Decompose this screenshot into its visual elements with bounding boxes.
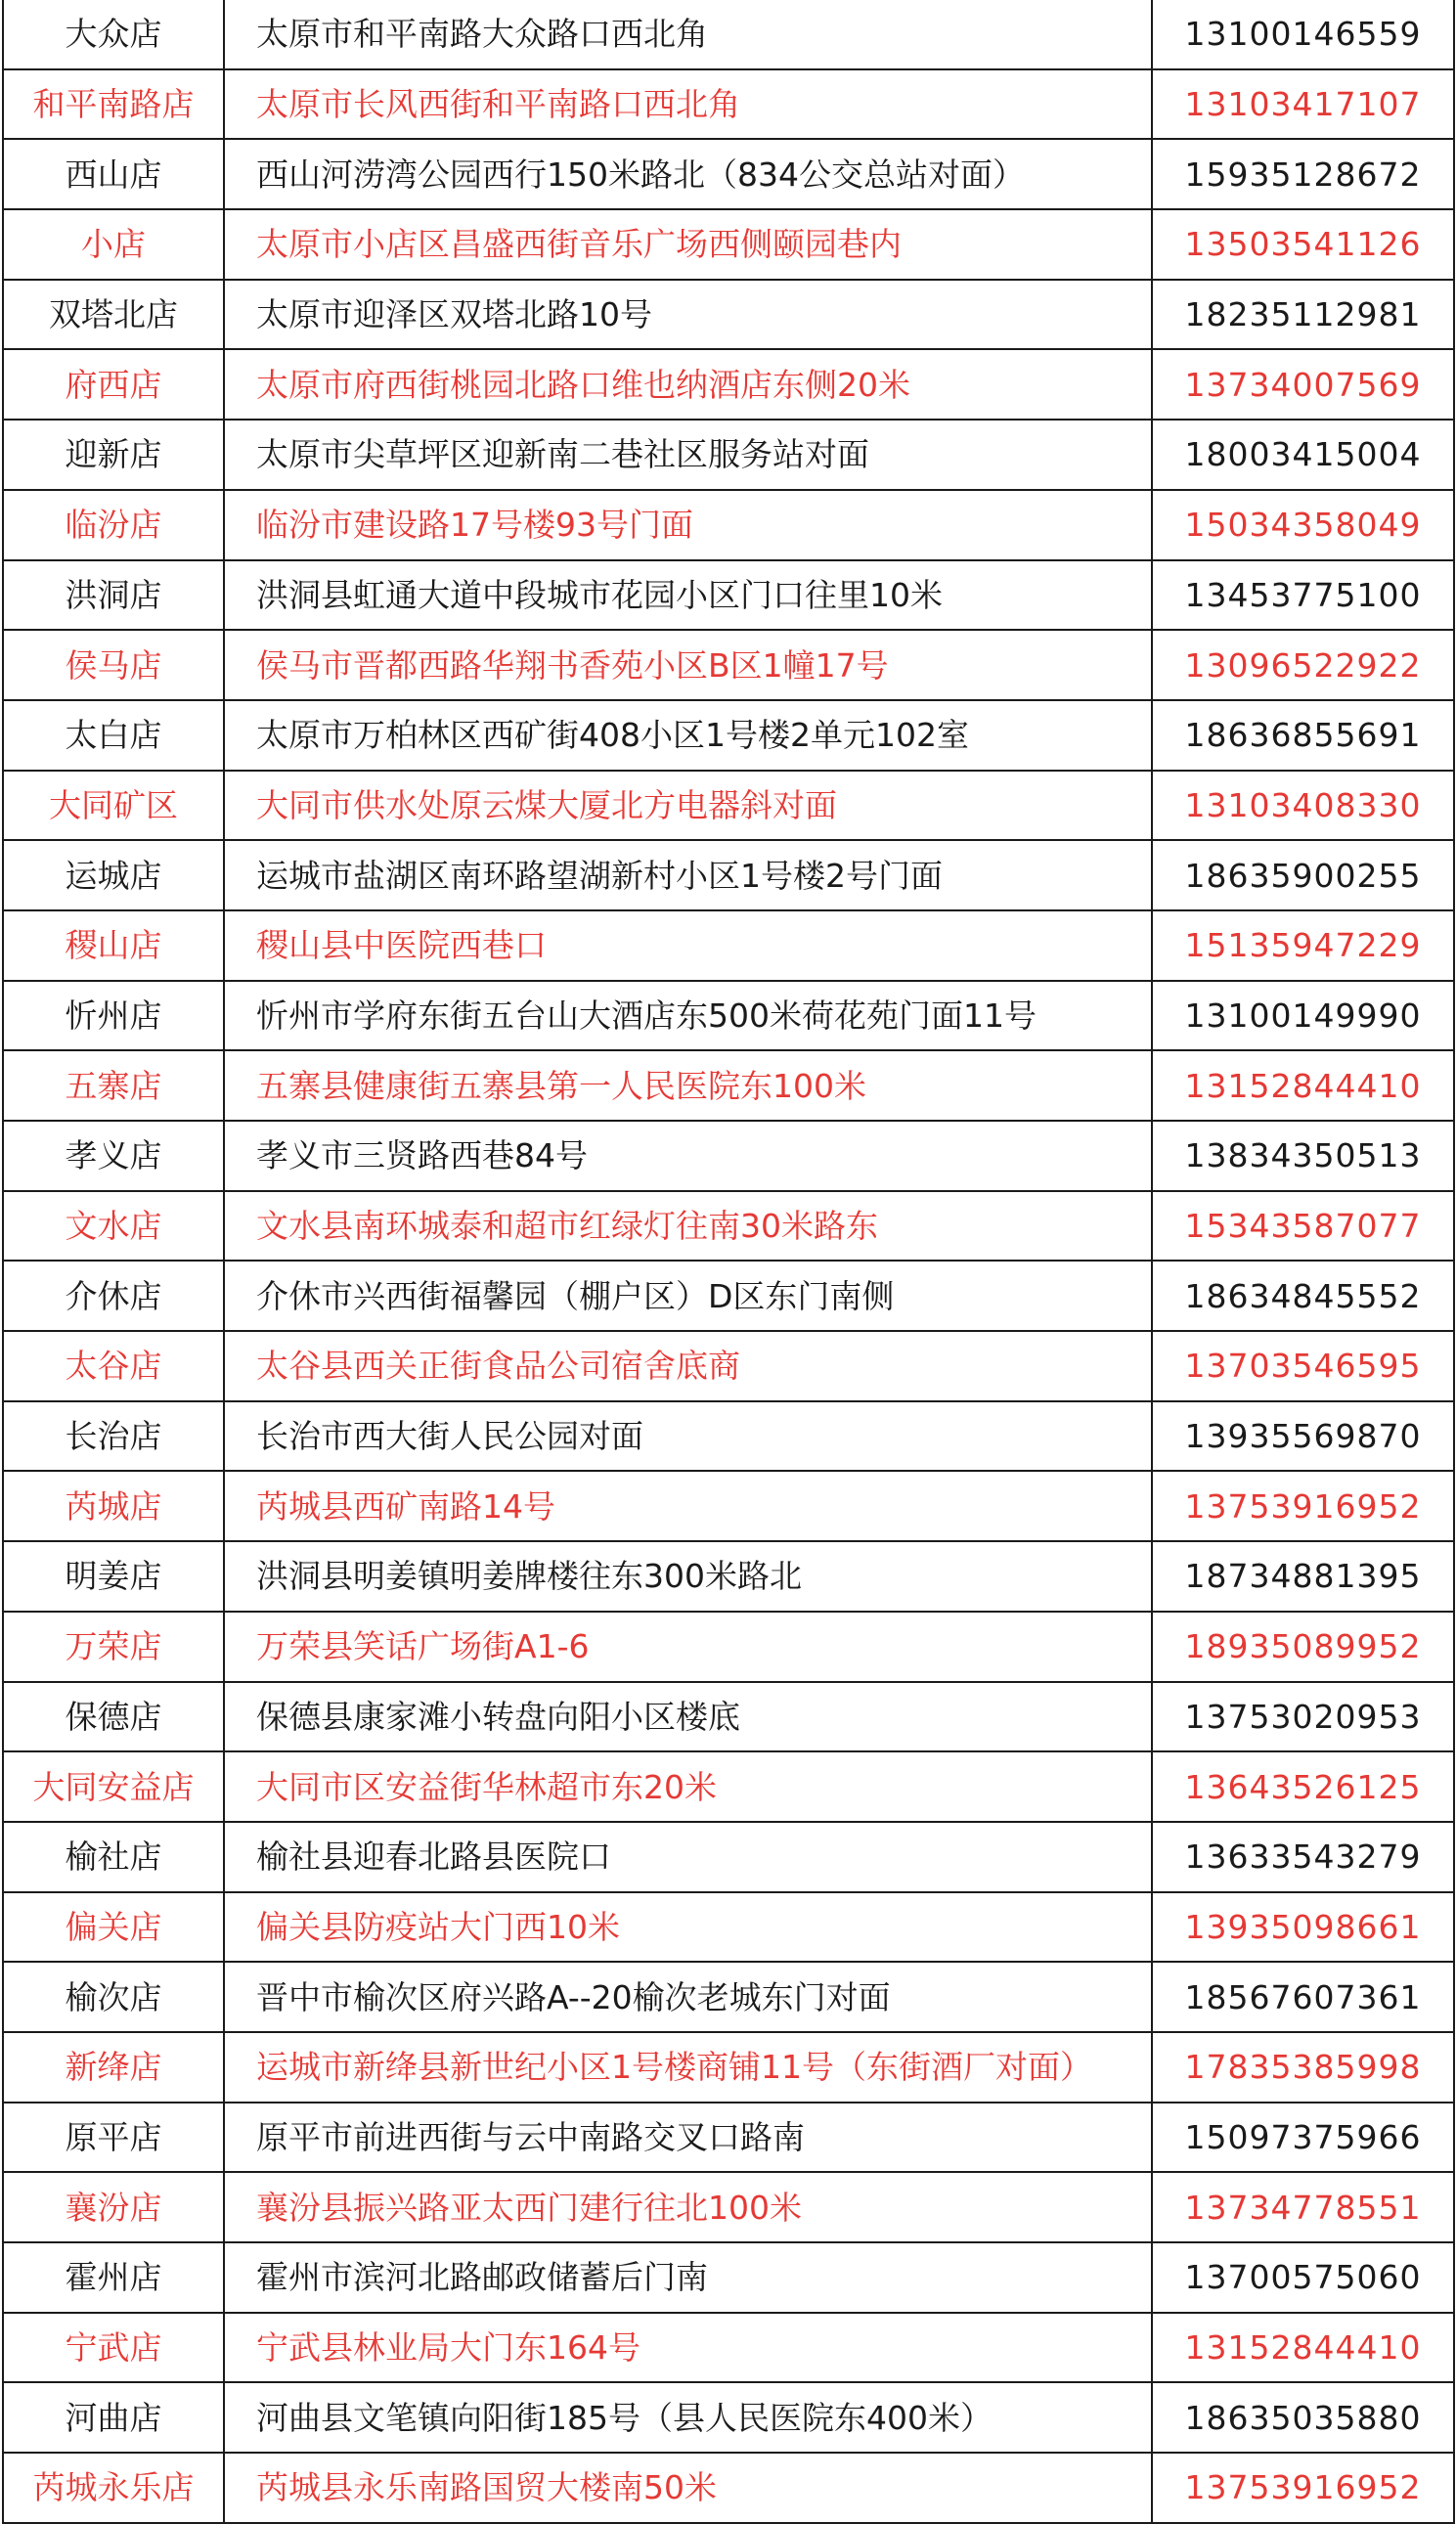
store-address: 忻州市学府东街五台山大酒店东500米荷花苑门面11号 [224, 981, 1152, 1051]
table-row [3, 1822, 1454, 1892]
store-phone: 13700575060 [1152, 2242, 1454, 2313]
store-address: 襄汾县振兴路亚太西门建行往北100米 [224, 2172, 1152, 2242]
table-row [3, 420, 1454, 490]
store-phone: 18567607361 [1152, 1962, 1454, 2032]
table-row [3, 1191, 1454, 1262]
store-address: 运城市新绛县新世纪小区1号楼商铺11号（东街酒厂对面） [224, 2032, 1152, 2103]
store-address: 五寨县健康街五寨县第一人民医院东100米 [224, 1050, 1152, 1121]
table-row [3, 2032, 1454, 2103]
table-row [3, 1050, 1454, 1121]
store-name: 太谷店 [3, 1331, 224, 1401]
store-phone: 13753916952 [1152, 2453, 1454, 2523]
store-phone: 17835385998 [1152, 2032, 1454, 2103]
store-address: 芮城县永乐南路国贸大楼南50米 [224, 2453, 1152, 2523]
store-name: 宁武店 [3, 2313, 224, 2383]
store-address: 大同市区安益街华林超市东20米 [224, 1751, 1152, 1822]
store-address: 霍州市滨河北路邮政储蓄后门南 [224, 2242, 1152, 2313]
store-address: 洪洞县虹通大道中段城市花园小区门口往里10米 [224, 560, 1152, 631]
store-name: 西山店 [3, 139, 224, 209]
store-address: 侯马市晋都西路华翔书香苑小区B区1幢17号 [224, 630, 1152, 700]
store-phone: 15343587077 [1152, 1191, 1454, 1262]
table-row [3, 630, 1454, 700]
store-name: 大同矿区 [3, 771, 224, 841]
table-row [3, 139, 1454, 209]
store-phone: 13935098661 [1152, 1892, 1454, 1963]
store-address: 原平市前进西街与云中南路交叉口路南 [224, 2103, 1152, 2173]
store-name: 原平店 [3, 2103, 224, 2173]
store-address: 太原市和平南路大众路口西北角 [224, 0, 1152, 69]
store-address: 太原市迎泽区双塔北路10号 [224, 280, 1152, 350]
store-address: 运城市盐湖区南环路望湖新村小区1号楼2号门面 [224, 840, 1152, 910]
store-name: 万荣店 [3, 1612, 224, 1682]
store-name: 运城店 [3, 840, 224, 910]
table-row [3, 1751, 1454, 1822]
store-phone: 15097375966 [1152, 2103, 1454, 2173]
store-name: 太白店 [3, 700, 224, 771]
table-row [3, 2453, 1454, 2523]
store-name: 芮城永乐店 [3, 2453, 224, 2523]
store-address: 孝义市三贤路西巷84号 [224, 1121, 1152, 1191]
store-address: 河曲县文笔镇向阳街185号（县人民医院东400米） [224, 2382, 1152, 2453]
table-row [3, 560, 1454, 631]
store-phone: 13152844410 [1152, 2313, 1454, 2383]
table-row [3, 490, 1454, 560]
store-name: 襄汾店 [3, 2172, 224, 2242]
store-phone: 15135947229 [1152, 910, 1454, 981]
table-row [3, 2382, 1454, 2453]
store-address: 西山河涝湾公园西行150米路北（834公交总站对面） [224, 139, 1152, 209]
store-name: 长治店 [3, 1401, 224, 1472]
store-name: 五寨店 [3, 1050, 224, 1121]
store-address: 介休市兴西街福馨园（棚户区）D区东门南侧 [224, 1261, 1152, 1331]
table-row [3, 981, 1454, 1051]
store-phone: 18634845552 [1152, 1261, 1454, 1331]
store-name: 大众店 [3, 0, 224, 69]
store-phone: 13753916952 [1152, 1471, 1454, 1541]
store-phone: 18235112981 [1152, 280, 1454, 350]
store-phone: 18003415004 [1152, 420, 1454, 490]
store-address: 芮城县西矿南路14号 [224, 1471, 1152, 1541]
store-address: 太原市万柏林区西矿街408小区1号楼2单元102室 [224, 700, 1152, 771]
store-phone: 13503541126 [1152, 209, 1454, 280]
store-name: 新绛店 [3, 2032, 224, 2103]
store-list-body [3, 0, 1454, 2523]
store-phone: 13453775100 [1152, 560, 1454, 631]
store-address: 太原市长风西街和平南路口西北角 [224, 69, 1152, 140]
store-address: 晋中市榆次区府兴路A--20榆次老城东门对面 [224, 1962, 1152, 2032]
store-address: 稷山县中医院西巷口 [224, 910, 1152, 981]
store-name: 大同安益店 [3, 1751, 224, 1822]
store-phone: 18635900255 [1152, 840, 1454, 910]
store-phone: 13753020953 [1152, 1682, 1454, 1752]
store-address: 临汾市建设路17号楼93号门面 [224, 490, 1152, 560]
table-row [3, 771, 1454, 841]
store-address: 长治市西大街人民公园对面 [224, 1401, 1152, 1472]
table-row [3, 1541, 1454, 1612]
store-address: 文水县南环城泰和超市红绿灯往南30米路东 [224, 1191, 1152, 1262]
table-row [3, 280, 1454, 350]
store-name: 偏关店 [3, 1892, 224, 1963]
table-row [3, 2103, 1454, 2173]
store-phone: 18935089952 [1152, 1612, 1454, 1682]
table-row [3, 349, 1454, 420]
table-row [3, 910, 1454, 981]
store-address: 榆社县迎春北路县医院口 [224, 1822, 1152, 1892]
store-name: 霍州店 [3, 2242, 224, 2313]
store-address: 宁武县林业局大门东164号 [224, 2313, 1152, 2383]
table-row [3, 69, 1454, 140]
store-phone: 13100146559 [1152, 0, 1454, 69]
store-name: 保德店 [3, 1682, 224, 1752]
table-row [3, 840, 1454, 910]
store-phone: 18635035880 [1152, 2382, 1454, 2453]
table-row [3, 2242, 1454, 2313]
store-name: 榆次店 [3, 1962, 224, 2032]
store-phone: 13103417107 [1152, 69, 1454, 140]
store-phone: 13103408330 [1152, 771, 1454, 841]
store-name: 河曲店 [3, 2382, 224, 2453]
table-row [3, 1962, 1454, 2032]
table-row [3, 1261, 1454, 1331]
store-address: 太原市尖草坪区迎新南二巷社区服务站对面 [224, 420, 1152, 490]
store-name: 双塔北店 [3, 280, 224, 350]
store-name: 和平南路店 [3, 69, 224, 140]
store-phone: 13734007569 [1152, 349, 1454, 420]
store-phone: 15034358049 [1152, 490, 1454, 560]
store-name: 小店 [3, 209, 224, 280]
table-row [3, 1401, 1454, 1472]
store-address: 太谷县西关正街食品公司宿舍底商 [224, 1331, 1152, 1401]
store-address: 太原市府西街桃园北路口维也纳酒店东侧20米 [224, 349, 1152, 420]
store-name: 临汾店 [3, 490, 224, 560]
store-phone: 13703546595 [1152, 1331, 1454, 1401]
store-phone: 13935569870 [1152, 1401, 1454, 1472]
store-phone: 18636855691 [1152, 700, 1454, 771]
store-address: 大同市供水处原云煤大厦北方电器斜对面 [224, 771, 1152, 841]
table-row [3, 1331, 1454, 1401]
table-row [3, 1682, 1454, 1752]
store-name: 榆社店 [3, 1822, 224, 1892]
store-name: 孝义店 [3, 1121, 224, 1191]
table-row [3, 0, 1454, 69]
store-name: 文水店 [3, 1191, 224, 1262]
table-row [3, 1612, 1454, 1682]
store-name: 忻州店 [3, 981, 224, 1051]
store-name: 侯马店 [3, 630, 224, 700]
store-phone: 18734881395 [1152, 1541, 1454, 1612]
store-phone: 13643526125 [1152, 1751, 1454, 1822]
store-address: 洪洞县明姜镇明姜牌楼往东300米路北 [224, 1541, 1152, 1612]
store-address: 万荣县笑话广场街A1-6 [224, 1612, 1152, 1682]
table-row [3, 1121, 1454, 1191]
store-name: 迎新店 [3, 420, 224, 490]
store-name: 洪洞店 [3, 560, 224, 631]
store-phone: 13152844410 [1152, 1050, 1454, 1121]
store-name: 稷山店 [3, 910, 224, 981]
store-name: 芮城店 [3, 1471, 224, 1541]
store-phone: 13834350513 [1152, 1121, 1454, 1191]
store-name: 介休店 [3, 1261, 224, 1331]
store-address: 太原市小店区昌盛西街音乐广场西侧颐园巷内 [224, 209, 1152, 280]
store-phone: 13096522922 [1152, 630, 1454, 700]
store-address: 保德县康家滩小转盘向阳小区楼底 [224, 1682, 1152, 1752]
table-row [3, 209, 1454, 280]
table-row [3, 1471, 1454, 1541]
table-row [3, 2172, 1454, 2242]
table-row [3, 700, 1454, 771]
store-phone: 13633543279 [1152, 1822, 1454, 1892]
store-name: 明姜店 [3, 1541, 224, 1612]
store-phone: 13734778551 [1152, 2172, 1454, 2242]
table-row [3, 2313, 1454, 2383]
store-name: 府西店 [3, 349, 224, 420]
store-list-table [2, 0, 1455, 2524]
store-address: 偏关县防疫站大门西10米 [224, 1892, 1152, 1963]
table-row [3, 1892, 1454, 1963]
store-phone: 15935128672 [1152, 139, 1454, 209]
store-phone: 13100149990 [1152, 981, 1454, 1051]
